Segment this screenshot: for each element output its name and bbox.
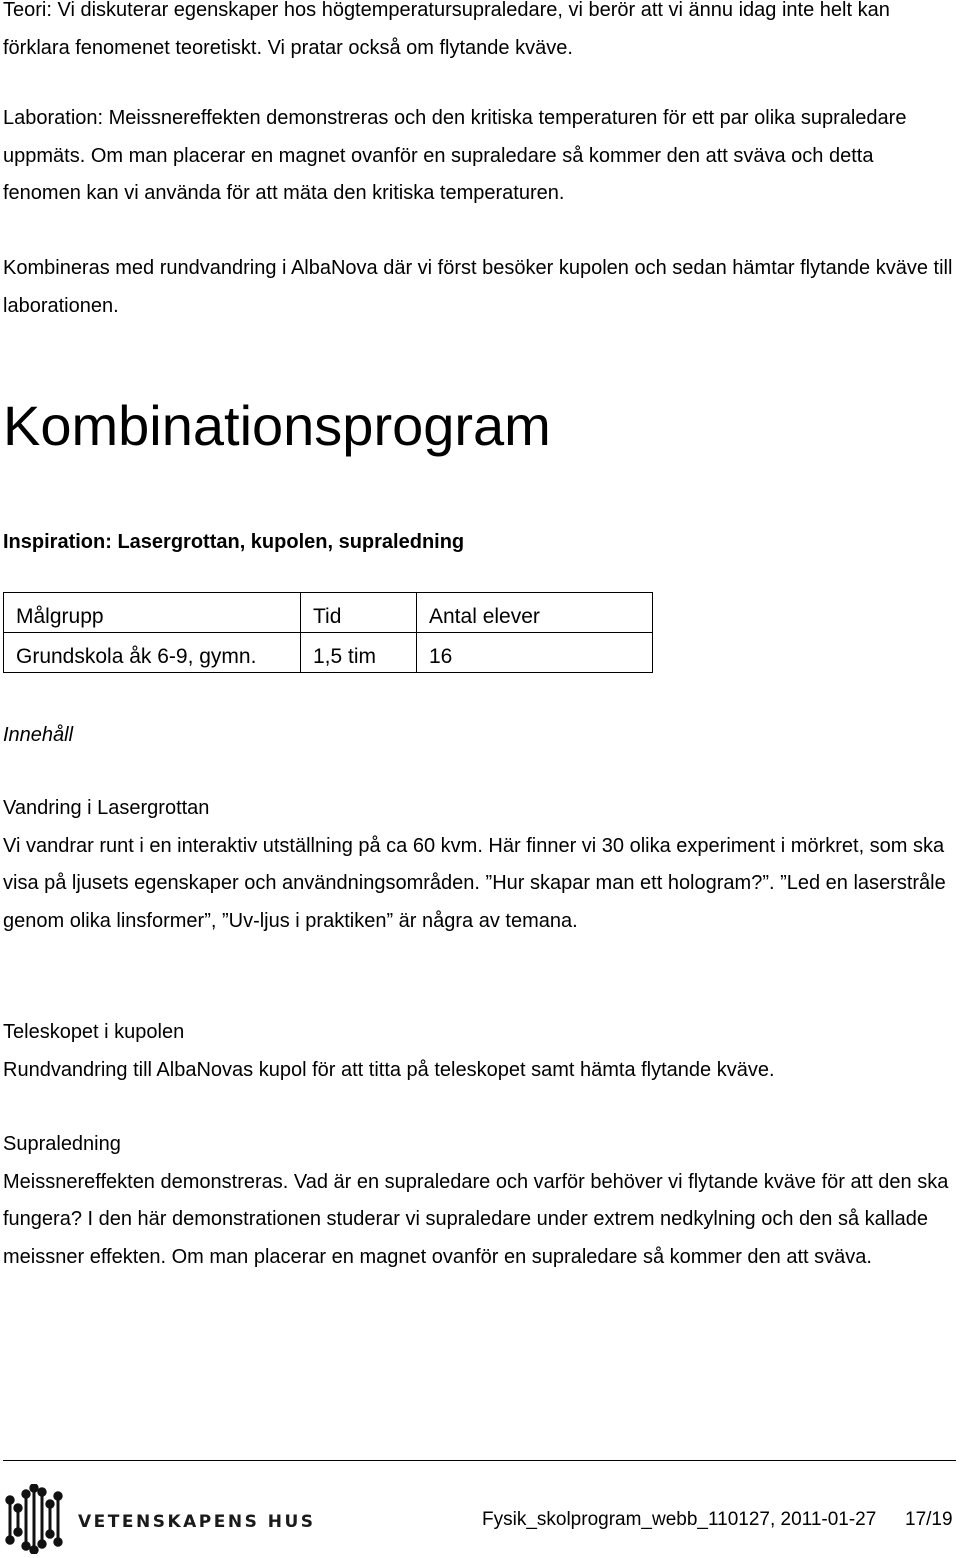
- table-header-cell: Tid: [301, 593, 417, 633]
- page-title: Kombinationsprogram: [3, 394, 551, 457]
- table-cell: 1,5 tim: [301, 633, 417, 673]
- section-body: Vi vandrar runt i en interaktiv utställning på ca 60 kvm. Här finner vi 30 olika experiment i mörkret, som ska visa på ljusets egenskaper och användningsområden. ”Hur skapar man ett hologram?”. ”Led en laserstråle genom olika linsformer”, ”Uv-ljus i praktiken” är några av temana.: [3, 834, 946, 932]
- laboration-paragraph: Laboration: Meissnereffekten demonstreras och den kritiska temperaturen för ett par olika supraledare uppmäts. Om man placerar en magnet ovanför en supraledare så kommer den att sväva och detta fenomen kan vi använda för att mäta den kritiska temperaturen.: [3, 107, 907, 204]
- teori-paragraph: Teori: Vi diskuterar egenskaper hos högtemperatursupraledare, vi berör att vi ännu idag inte helt kan förklara fenomenet teoretiskt. Vi pratar också om flytande kväve.: [3, 0, 890, 59]
- kombineras-paragraph: Kombineras med rundvandring i AlbaNova där vi först besöker kupolen och sedan hämtar flytande kväve till laborationen.: [3, 257, 953, 317]
- table-header-row: [4, 593, 653, 633]
- logo-wordmark: VETENSKAPENS HUS: [78, 1512, 316, 1532]
- section-title: Teleskopet i kupolen: [3, 1021, 185, 1043]
- table-cell: Grundskola åk 6-9, gymn.: [4, 633, 301, 673]
- section-lasergrottan: [3, 790, 953, 940]
- section-body: Rundvandring till AlbaNovas kupol för att titta på teleskopet samt hämta flytande kväve.: [3, 1058, 775, 1081]
- program-info-table: [3, 592, 653, 673]
- footer-divider: [3, 1460, 956, 1461]
- section-kupolen: [3, 1014, 953, 1089]
- section-supraledning: [3, 1126, 953, 1276]
- section-title: Vandring i Lasergrottan: [3, 797, 210, 819]
- section-title: Supraledning: [3, 1133, 121, 1155]
- table-cell: 16: [417, 633, 653, 673]
- innehall-label: Innehåll: [3, 724, 74, 746]
- footer-document-info: Fysik_skolprogram_webb_110127, 2011-01-27: [482, 1509, 877, 1530]
- table-row: [4, 633, 653, 673]
- table-header-cell: Antal elever: [417, 593, 653, 633]
- table-header-cell: Målgrupp: [4, 593, 301, 633]
- section-body: Meissnereffekten demonstreras. Vad är en supraledare och varför behöver vi flytande kväve för att den ska fungera? I den här demonstrationen studerar vi supraledare under extrem nedkylning och den så kallade meissner effekten. Om man placerar en magnet ovanför en supraledare så kommer den att sväva.: [3, 1170, 949, 1268]
- inspiration-line: Inspiration: Lasergrottan, kupolen, supraledning: [3, 531, 465, 553]
- page-number: 17/19: [905, 1509, 953, 1530]
